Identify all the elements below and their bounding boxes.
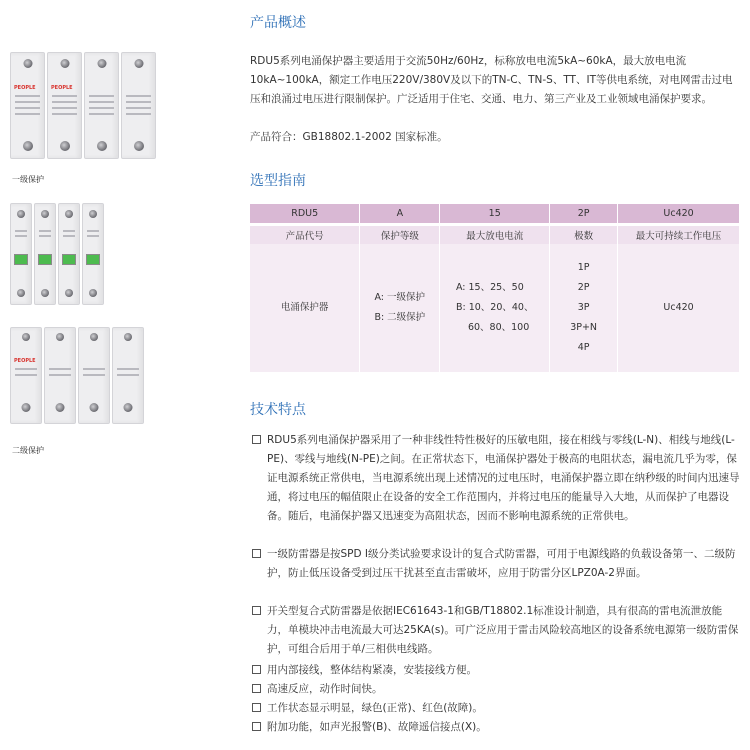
- feature-text: 用内部接线，整体结构紧凑，安装接线方便。: [267, 664, 477, 676]
- table-cell: Uc420: [618, 244, 740, 372]
- feature-text: 开关型复合式防雷器是依据IEC61643-1和GB/T18802.1标准设计制造，具有很高的雷电流泄放能力，单模块冲击电流最大可达25KA(s)。可广泛应用于雷击风险较高地区的设备系统电源第一级防雷保护，可组合后用于单/三相供电线路。: [267, 605, 739, 655]
- table-cell: 15: [440, 204, 550, 223]
- checkbox-icon: [252, 435, 261, 444]
- spd-module: [34, 203, 56, 305]
- product-image-indicator: [10, 203, 104, 305]
- table-cell: 2P: [550, 204, 618, 223]
- product-caption-level1: 一级保护: [12, 175, 44, 184]
- spd-module: [78, 327, 110, 424]
- section-title-selection: 选型指南: [250, 173, 306, 189]
- feature-item: [250, 431, 740, 526]
- feature-item: [250, 718, 740, 737]
- table-cell: 产品代号: [250, 226, 360, 244]
- checkbox-icon: [252, 549, 261, 558]
- checkbox-icon: [252, 665, 261, 674]
- feature-text: RDU5系列电涌保护器采用了一种非线性特性极好的压敏电阻，接在相线与零线(L-N)、相线与地线(L-PE)、零线与地线(N-PE)之间。在正常状态下，电涌保护器处于极高的电阻状态，漏电流几乎为零，保证电源系统正常供电，当电源系统出现上述情况的过电压时，电涌保护器立即在纳秒级的时间内迅速导通，将过电压的幅值限止在设备的安全工作范围内，并将过电压的能量导入大地，从而保护了电器设备。随后，电涌保护器又迅速变为高阻状态，因而不影响电源系统的正常供电。: [267, 434, 740, 522]
- section-title-overview: 产品概述: [250, 15, 306, 31]
- product-caption-level2: 二级保护: [12, 446, 44, 455]
- table-body-row: [250, 244, 740, 372]
- table-header-row: [250, 204, 740, 223]
- spd-module: [112, 327, 144, 424]
- pole-option: 3P+N: [570, 322, 598, 333]
- feature-item: [250, 699, 740, 718]
- spd-module: [10, 203, 32, 305]
- current-option: 60、80、100: [467, 322, 530, 333]
- level-option: A: 一级保护: [374, 292, 425, 303]
- checkbox-icon: [252, 722, 261, 731]
- feature-item: [250, 602, 740, 659]
- overview-standard: 产品符合：GB18802.1-2002 国家标准。: [250, 131, 448, 143]
- selection-table: [250, 204, 740, 372]
- level-option: B: 二级保护: [374, 312, 426, 323]
- spd-module: [58, 203, 80, 305]
- spd-module: [121, 52, 156, 159]
- table-cell: 保护等级: [360, 226, 440, 244]
- spd-module: [44, 327, 76, 424]
- table-cell: [440, 244, 550, 372]
- pole-option: 2P: [577, 282, 590, 293]
- feature-item: [250, 545, 740, 583]
- feature-text: 一级防雷器是按SPD Ⅰ级分类试验要求设计的复合式防雷器，可用于电源线路的负载设备第一、二级防护，防止低压设备受到过压干扰甚至直击雷破坏，应用于防雷分区LPZ0A-2界面。: [267, 548, 736, 579]
- product-image-level1: [10, 52, 156, 159]
- current-option: B: 10、20、40、: [455, 302, 534, 313]
- table-cell: RDU5: [250, 204, 360, 223]
- spd-module: [10, 52, 45, 159]
- spd-module: [47, 52, 82, 159]
- pole-option: 4P: [577, 342, 590, 353]
- feature-item: [250, 680, 740, 699]
- product-image-column: [0, 0, 240, 750]
- table-cell: A: [360, 204, 440, 223]
- table-cell: [360, 244, 440, 372]
- current-option: A: 15、25、50: [455, 282, 524, 293]
- table-cell: [550, 244, 618, 372]
- pole-option: 1P: [577, 262, 590, 273]
- checkbox-icon: [252, 684, 261, 693]
- feature-item: [250, 661, 740, 680]
- table-cell: 最大可持续工作电压: [618, 226, 740, 244]
- feature-text: 工作状态显示明显，绿色(正常)、红色(故障)。: [267, 702, 483, 714]
- brand-label: PEOPLE: [14, 358, 36, 364]
- checkbox-icon: [252, 606, 261, 615]
- table-cell: 电涌保护器: [250, 244, 360, 372]
- feature-text: 高速反应，动作时间快。: [267, 683, 383, 695]
- spd-module: [10, 327, 42, 424]
- table-subheader-row: [250, 226, 740, 244]
- table-cell: Uc420: [618, 204, 740, 223]
- overview-paragraph: RDU5系列电涌保护器主要适用于交流50Hz/60Hz，标称放电电流5kA~60kA，最大放电电流10kA~100kA，额定工作电压220V/380V及以下的TN-C、TN-S、TT、IT等供电系统，对电网雷击过电压和浪涌过电压进行限制保护。广泛适用于住宅、交通、电力、第三产业及工业领域电涌保护要求。: [250, 55, 733, 105]
- brand-label: PEOPLE: [51, 85, 73, 91]
- spd-module: [84, 52, 119, 159]
- table-cell: 最大放电电流: [440, 226, 550, 244]
- section-title-features: 技术特点: [250, 402, 306, 418]
- table-cell: 极数: [550, 226, 618, 244]
- checkbox-icon: [252, 703, 261, 712]
- feature-text: 附加功能，如声光报警(B)、故障遥信接点(X)。: [267, 721, 487, 733]
- pole-option: 3P: [577, 302, 590, 313]
- product-image-level2: [10, 327, 144, 424]
- brand-label: PEOPLE: [14, 85, 36, 91]
- spd-module: [82, 203, 104, 305]
